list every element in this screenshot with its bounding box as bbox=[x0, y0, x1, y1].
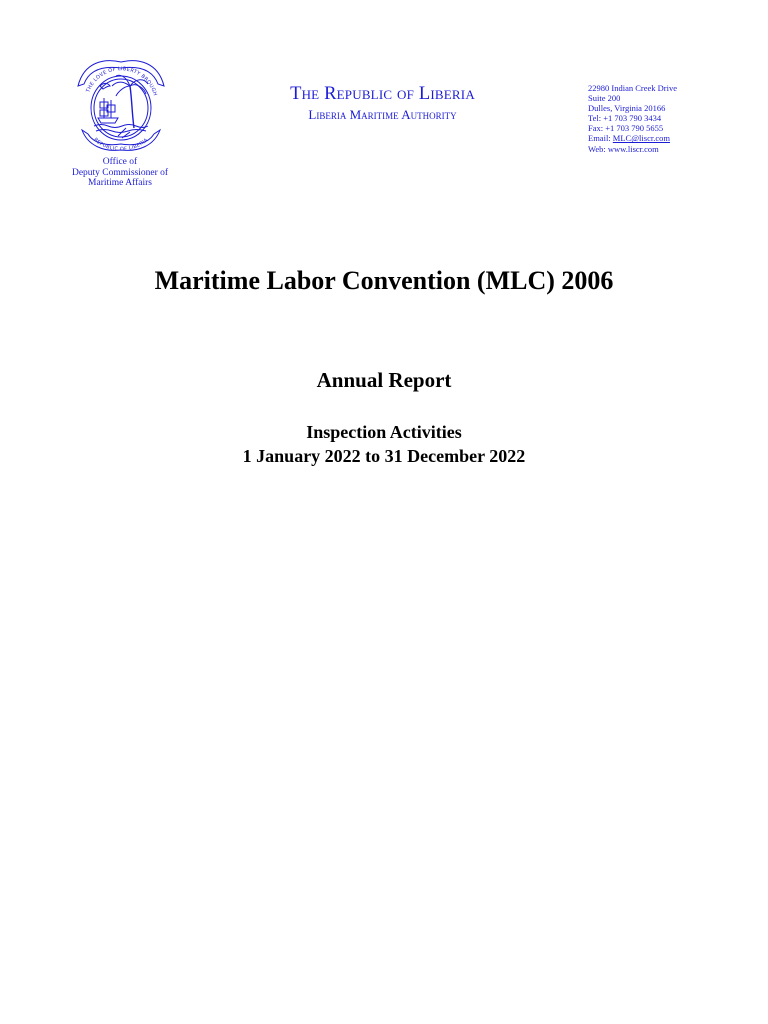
address-city: Dulles, Virginia 20166 bbox=[588, 103, 666, 114]
address-email-line bbox=[588, 133, 698, 143]
letterhead-title-block bbox=[250, 84, 515, 123]
office-line: Deputy Commissioner of bbox=[71, 167, 169, 178]
report-period: 1 January 2022 to 31 December 2022 bbox=[242, 446, 526, 466]
report-subject: Inspection Activities bbox=[306, 422, 462, 442]
address-web: Web: www.liscr.com bbox=[588, 143, 659, 154]
svg-text:REPUBLIC OF LIBERIA: REPUBLIC OF LIBERIA bbox=[92, 136, 150, 153]
document-title: Maritime Labor Convention (MLC) 2006 bbox=[154, 266, 614, 295]
email-label: Email: bbox=[588, 133, 613, 144]
svg-text:THE LOVE OF LIBERTY BROUGHT US: THE LOVE OF LIBERTY BROUGH bbox=[85, 66, 158, 97]
seal-graphic bbox=[74, 56, 168, 154]
address-fax: Fax: +1 703 790 5655 bbox=[588, 123, 664, 134]
authority-subtitle: Liberia Maritime Authority bbox=[308, 107, 457, 122]
email-link[interactable]: MLC@liscr.com bbox=[612, 133, 670, 144]
office-of-label bbox=[58, 157, 182, 189]
liberia-seal-icon bbox=[74, 56, 168, 154]
address-tel: Tel: +1 703 790 3434 bbox=[588, 113, 662, 124]
report-subject-block bbox=[0, 420, 768, 468]
address-suite: Suite 200 bbox=[588, 93, 621, 104]
office-line: Maritime Affairs bbox=[88, 178, 152, 188]
address-street: 22980 Indian Creek Drive bbox=[588, 83, 677, 93]
address-block bbox=[588, 83, 698, 154]
republic-title: The Republic of Liberia bbox=[290, 84, 475, 104]
report-type-heading: Annual Report bbox=[316, 368, 452, 392]
office-line: Office of bbox=[102, 157, 138, 167]
